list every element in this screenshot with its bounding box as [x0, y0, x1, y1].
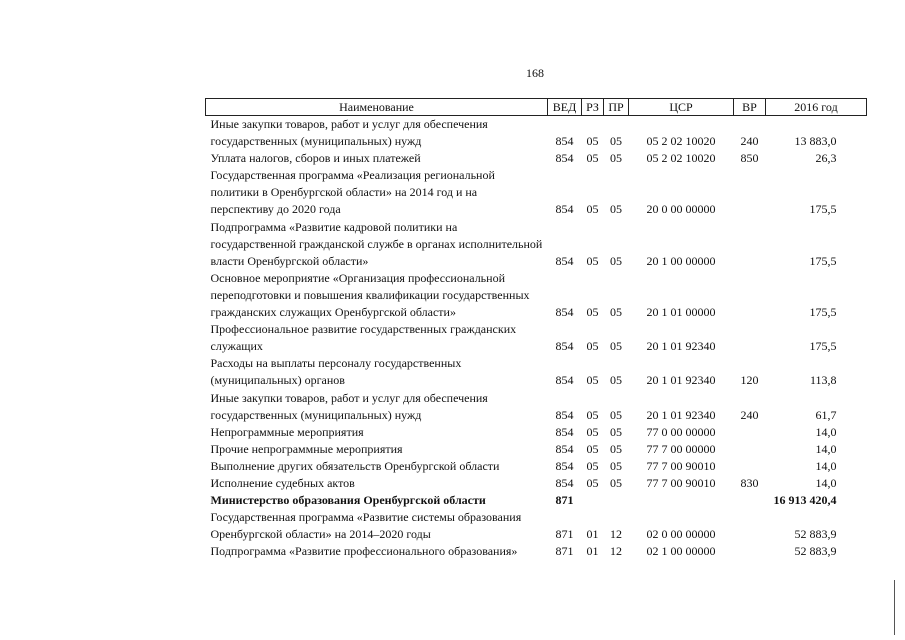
- cell-rz: 05: [586, 339, 599, 354]
- cell-sum: 175,5: [809, 202, 837, 217]
- cell-pr: 05: [610, 373, 622, 388]
- cell-csr: 20 1 01 92340: [646, 373, 716, 388]
- cell-name: Расходы на выплаты персоналу государственных (муниципальных) органов: [210, 356, 462, 388]
- header-row: [206, 99, 867, 116]
- cell-vr: [734, 458, 766, 475]
- cell-vr: [734, 321, 766, 355]
- cell-vr: [734, 167, 766, 218]
- cell-ved: 854: [555, 373, 574, 388]
- cell-vr: 850: [740, 151, 759, 166]
- table-row: [206, 441, 867, 458]
- cell-sum: 61,7: [815, 407, 837, 422]
- cell-ved: 854: [555, 253, 574, 268]
- header-csr: ЦСР: [629, 99, 734, 116]
- table-row: [206, 475, 867, 492]
- table-body: [206, 116, 867, 561]
- table-row: [206, 167, 867, 218]
- cell-sum: 113,8: [809, 373, 837, 388]
- table-row: [206, 355, 867, 389]
- header-vr: ВР: [734, 99, 766, 116]
- cell-pr: 05: [610, 134, 622, 149]
- cell-sum: 14,0: [815, 441, 837, 456]
- table-row: [206, 458, 867, 475]
- cell-sum: 14,0: [815, 475, 837, 490]
- cell-vr: [734, 270, 766, 321]
- cell-vr: 240: [740, 134, 759, 149]
- cell-rz: 05: [586, 458, 599, 473]
- header-ved: ВЕД: [548, 99, 582, 116]
- cell-pr: 05: [610, 202, 622, 217]
- cell-pr: 05: [610, 475, 622, 490]
- cell-sum: 52 883,9: [794, 527, 837, 542]
- cell-name: Государственная программа «Реализация региональной политики в Оренбургской области» на 2014 год и на перспективу до 2020 года: [210, 168, 495, 217]
- cell-sum: 13 883,0: [794, 134, 837, 149]
- cell-vr: 830: [740, 475, 759, 490]
- cell-name: Прочие непрограммные мероприятия: [210, 441, 403, 456]
- page-number: 168: [526, 66, 544, 80]
- cell-csr: 05 2 02 10020: [646, 134, 716, 149]
- cell-rz: 05: [586, 202, 599, 217]
- cell-sum: 26,3: [815, 151, 837, 166]
- header-pr: ПР: [604, 99, 629, 116]
- cell-vr: [734, 219, 766, 270]
- cell-pr: 05: [610, 441, 622, 456]
- cell-rz: 05: [586, 253, 599, 268]
- cell-pr: 05: [610, 339, 622, 354]
- cell-csr: 20 0 00 00000: [646, 202, 716, 217]
- cell-vr: 120: [740, 373, 759, 388]
- cell-ved: 854: [555, 134, 574, 149]
- cell-name: Непрограммные мероприятия: [210, 424, 364, 439]
- cell-ved: 854: [555, 202, 574, 217]
- cell-sum: 16 913 420,4: [773, 493, 837, 508]
- cell-pr: 05: [610, 151, 622, 166]
- cell-pr: 12: [610, 544, 622, 559]
- cell-ved: 854: [555, 424, 574, 439]
- cell-vr: [734, 441, 766, 458]
- cell-csr: 20 1 01 92340: [646, 339, 716, 354]
- cell-csr: 20 1 00 00000: [646, 253, 716, 268]
- table-row: [206, 116, 867, 151]
- cell-ved: 854: [555, 339, 574, 354]
- cell-name: Основное мероприятие «Организация профессиональной переподготовки и повышения квалификации государственных гражданских служащих Оренбургской области»: [210, 270, 530, 320]
- table-row: [206, 509, 867, 543]
- cell-name: Иные закупки товаров, работ и услуг для обеспечения государственных (муниципальных) нужд: [210, 390, 488, 422]
- header-year: 2016 год: [766, 99, 867, 116]
- cell-csr: 02 1 00 00000: [646, 544, 716, 559]
- edge-line: [894, 580, 895, 635]
- cell-sum: 175,5: [809, 253, 837, 268]
- cell-name: Государственная программа «Развитие системы образования Оренбургской области» на 2014–2020 годы: [210, 510, 522, 542]
- cell-rz: 05: [586, 407, 599, 422]
- cell-vr: 240: [740, 407, 759, 422]
- cell-ved: 854: [555, 475, 574, 490]
- cell-name: Уплата налогов, сборов и иных платежей: [210, 151, 421, 166]
- cell-rz: 05: [586, 373, 599, 388]
- cell-sum: 175,5: [809, 339, 837, 354]
- cell-vr: [734, 424, 766, 441]
- cell-sum: 175,5: [809, 305, 837, 320]
- cell-vr: [734, 509, 766, 543]
- table-row: [206, 321, 867, 355]
- cell-csr: [629, 492, 734, 509]
- cell-sum: 14,0: [815, 424, 837, 439]
- cell-csr: 05 2 02 10020: [646, 151, 716, 166]
- cell-ved: 871: [555, 493, 574, 508]
- cell-csr: 77 0 00 00000: [646, 424, 716, 439]
- cell-ved: 871: [555, 527, 574, 542]
- cell-name: Исполнение судебных актов: [210, 475, 355, 490]
- table-row: [206, 492, 867, 509]
- cell-pr: 05: [610, 407, 622, 422]
- cell-pr: 05: [610, 458, 622, 473]
- cell-vr: [734, 492, 766, 509]
- cell-rz: 05: [586, 151, 599, 166]
- cell-rz: 01: [586, 544, 599, 559]
- cell-rz: 01: [586, 527, 599, 542]
- cell-csr: 77 7 00 90010: [646, 458, 716, 473]
- table-row: [206, 543, 867, 560]
- cell-name: Министерство образования Оренбургской области: [210, 493, 486, 508]
- cell-rz: 05: [586, 424, 599, 439]
- budget-table: [205, 98, 867, 560]
- cell-rz: 05: [586, 134, 599, 149]
- cell-ved: 854: [555, 151, 574, 166]
- cell-ved: 854: [555, 305, 574, 320]
- cell-pr: 05: [610, 253, 622, 268]
- cell-name: Подпрограмма «Развитие кадровой политики на государственной гражданской службе в органах исполнительной власти Оренбургской области»: [210, 219, 543, 268]
- cell-csr: 02 0 00 00000: [646, 527, 716, 542]
- cell-sum: 52 883,9: [794, 544, 837, 559]
- cell-vr: [734, 543, 766, 560]
- table-row: [206, 424, 867, 441]
- cell-pr: 12: [610, 527, 622, 542]
- cell-ved: 854: [555, 441, 574, 456]
- cell-ved: 854: [555, 458, 574, 473]
- header-rz: РЗ: [582, 99, 604, 116]
- cell-pr: [604, 492, 629, 509]
- cell-rz: 05: [586, 305, 599, 320]
- cell-csr: 77 7 00 00000: [646, 441, 716, 456]
- cell-rz: 05: [586, 475, 599, 490]
- table-row: [206, 219, 867, 270]
- cell-name: Иные закупки товаров, работ и услуг для обеспечения государственных (муниципальных) нужд: [210, 117, 488, 149]
- cell-csr: 20 1 01 00000: [646, 305, 716, 320]
- cell-rz: 05: [586, 441, 599, 456]
- header-name: Наименование: [206, 99, 548, 116]
- table-row: [206, 270, 867, 321]
- cell-ved: 871: [555, 544, 574, 559]
- cell-csr: 20 1 01 92340: [646, 407, 716, 422]
- cell-name: Профессиональное развитие государственных гражданских служащих: [210, 322, 517, 354]
- cell-csr: 77 7 00 90010: [646, 475, 716, 490]
- table-row: [206, 150, 867, 167]
- cell-pr: 05: [610, 305, 622, 320]
- table-row: [206, 390, 867, 424]
- cell-name: Выполнение других обязательств Оренбургской области: [210, 458, 500, 473]
- cell-ved: 854: [555, 407, 574, 422]
- cell-sum: 14,0: [815, 458, 837, 473]
- cell-rz: [582, 492, 604, 509]
- cell-name: Подпрограмма «Развитие профессионального образования»: [210, 544, 518, 559]
- cell-pr: 05: [610, 424, 622, 439]
